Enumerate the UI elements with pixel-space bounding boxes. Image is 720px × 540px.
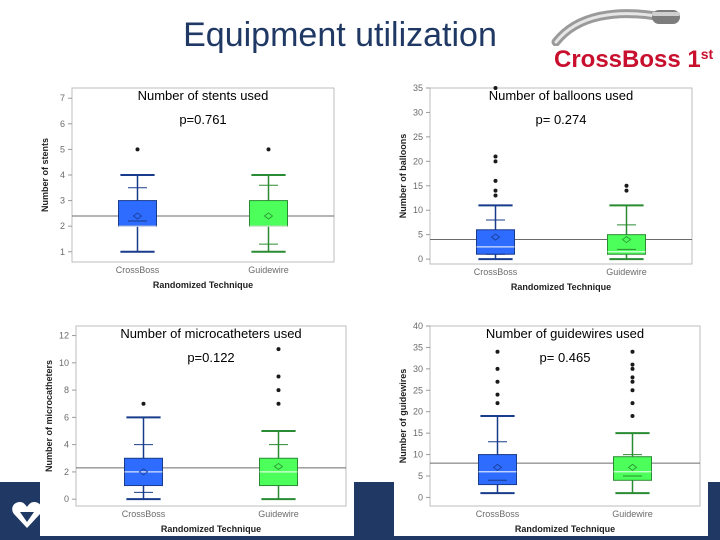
stents-chart-svg [36, 82, 342, 292]
outlier-point [496, 367, 500, 371]
y-tick-label: 25 [412, 385, 423, 396]
y-tick-label: 4 [63, 439, 69, 450]
y-tick-label: 30 [412, 107, 423, 118]
x-axis-title: Randomized Technique [152, 280, 254, 290]
outlier-point [631, 388, 635, 392]
x-tick-label: Guidewire [612, 509, 653, 519]
outlier-point [142, 402, 146, 406]
y-tick-label: 5 [417, 471, 423, 481]
slide-title: Equipment utilization [183, 16, 497, 54]
outlier-point [496, 393, 500, 397]
y-tick-label: 0 [417, 254, 423, 265]
y-tick-label: 6 [59, 118, 65, 129]
p-value: p=0.122 [187, 350, 235, 365]
outlier-point [494, 154, 498, 158]
outlier-point [277, 402, 281, 406]
x-axis-title: Randomized Technique [514, 524, 616, 534]
y-tick-label: 2 [59, 221, 65, 232]
outlier-point [496, 380, 500, 384]
outlier-point [631, 367, 635, 371]
x-tick-label: CrossBoss [121, 509, 166, 519]
outlier-point [631, 350, 635, 354]
y-tick-label: 35 [412, 342, 423, 353]
y-tick-label: 6 [63, 412, 69, 423]
p-value: p=0.761 [179, 112, 227, 127]
outlier-point [631, 375, 635, 379]
y-tick-label: 3 [59, 195, 65, 206]
y-tick-label: 35 [412, 83, 423, 93]
stents-panel [36, 82, 342, 292]
balloons-chart-svg [394, 82, 700, 294]
outlier-point [277, 388, 281, 392]
box-guidewire [614, 457, 652, 481]
y-tick-label: 10 [412, 205, 423, 216]
y-tick-label: 0 [417, 492, 423, 503]
outlier-point [631, 363, 635, 367]
panel-title: Number of guidewires used [485, 326, 645, 341]
y-tick-label: 8 [63, 385, 69, 396]
y-tick-label: 12 [58, 330, 69, 341]
y-tick-label: 20 [412, 156, 423, 167]
y-tick-label: 10 [58, 357, 69, 368]
logo-wordmark: CrossBoss 1 [554, 46, 701, 73]
outlier-point [494, 159, 498, 163]
y-axis-title: Number of stents [40, 137, 50, 213]
outlier-point [496, 401, 500, 405]
y-tick-label: 2 [63, 466, 69, 477]
outlier-point [625, 189, 629, 193]
logo-superscript: st [700, 46, 714, 62]
balloons-panel [394, 82, 700, 294]
y-tick-label: 1 [59, 246, 65, 257]
x-axis-title: Randomized Technique [160, 524, 262, 534]
outlier-point [494, 179, 498, 183]
outlier-point [277, 374, 281, 378]
guidewires-chart-svg [394, 320, 708, 536]
outlier-point [631, 401, 635, 405]
outlier-point [277, 347, 281, 351]
x-tick-label: Guidewire [606, 267, 647, 277]
y-axis-title: Number of guidewires [398, 368, 408, 464]
y-tick-label: 7 [59, 93, 65, 104]
panel-title: Number of balloons used [488, 88, 634, 103]
y-tick-label: 0 [63, 494, 69, 505]
y-tick-label: 4 [59, 170, 65, 180]
outlier-point [267, 147, 271, 151]
outlier-point [631, 414, 635, 418]
y-tick-label: 15 [412, 180, 423, 191]
x-tick-label: CrossBoss [475, 509, 520, 519]
device-icon [548, 6, 720, 46]
outlier-point [136, 147, 140, 151]
panel-title: Number of microcatheters used [120, 326, 302, 341]
outlier-point [496, 350, 500, 354]
heart-logo-icon [10, 498, 44, 532]
y-tick-label: 40 [412, 321, 423, 331]
guidewires-panel [394, 320, 708, 536]
y-tick-label: 30 [412, 363, 423, 374]
y-tick-label: 5 [59, 144, 65, 155]
y-tick-label: 20 [412, 406, 423, 417]
y-tick-label: 25 [412, 131, 423, 142]
y-axis-title: Number of balloons [398, 133, 408, 219]
y-axis-title: Number of microcatheters [44, 359, 54, 473]
panel-title: Number of stents used [137, 88, 269, 103]
logo-text [554, 46, 713, 74]
y-tick-label: 15 [412, 428, 423, 439]
x-tick-label: Guidewire [258, 509, 299, 519]
x-tick-label: Guidewire [248, 265, 289, 275]
crossboss-logo [548, 6, 720, 76]
outlier-point [494, 194, 498, 198]
x-tick-label: CrossBoss [115, 265, 160, 275]
microcatheters-chart-svg [40, 320, 354, 536]
x-axis-title: Randomized Technique [510, 282, 612, 292]
y-tick-label: 10 [412, 449, 423, 460]
outlier-point [631, 380, 635, 384]
x-tick-label: CrossBoss [473, 267, 518, 277]
p-value: p= 0.465 [539, 350, 591, 365]
box-crossboss [477, 230, 515, 254]
p-value: p= 0.274 [535, 112, 587, 127]
outlier-point [494, 189, 498, 193]
outlier-point [625, 184, 629, 188]
microcatheters-panel [40, 320, 354, 536]
y-tick-label: 5 [417, 229, 423, 240]
